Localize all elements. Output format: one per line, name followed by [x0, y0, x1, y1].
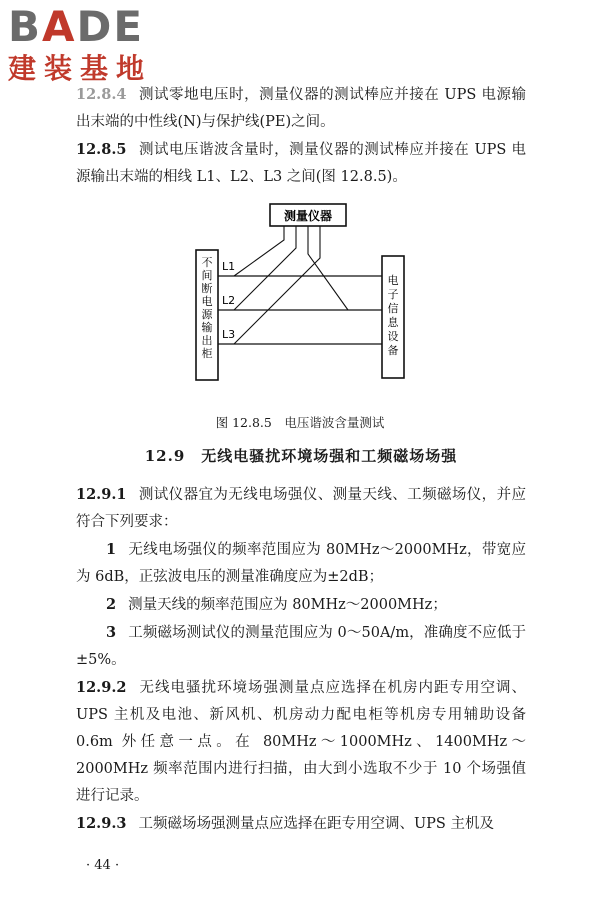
item-text: 工频磁场测试仪的测量范围应为 0～50A/m，准确度不应低于±5%。 [76, 625, 526, 668]
item-text: 无线电场强仪的频率范围应为 80MHz～2000MHz，带宽应为 6dB，正弦波电压的测量准确度应为±2dB； [76, 542, 526, 585]
clause-text: 工频磁场场强测量点应选择在距专用空调、UPS 主机及 [138, 816, 494, 832]
clause-text: 测试仪器宜为无线电场强仪、测量天线、工频磁场仪，并应符合下列要求： [76, 487, 526, 530]
section-title: 12.9 无线电骚扰环境场强和工频磁场场强 [144, 447, 458, 465]
item-text: 测量天线的频率范围应为 80MHz～2000MHz； [128, 597, 447, 613]
probe-lead-3 [308, 226, 348, 310]
item-number: 2 [106, 596, 117, 613]
equipment-char: 子 [387, 288, 399, 301]
page-number: · 44 · [86, 858, 120, 873]
clause-text: 测试电压谐波含量时，测量仪器的测试棒应并接在 UPS 电源输出末端的相线 L1、L2、L3 之间(图 12.8.5)。 [76, 142, 526, 185]
ups-cabinet-char: 电 [201, 295, 213, 308]
clauses-12-8 [76, 81, 526, 191]
logo-chinese: 建装基地 [8, 52, 153, 85]
list-item-3 [76, 619, 526, 674]
section-12-9 [76, 443, 526, 470]
probe-lead-1 [234, 226, 284, 276]
label-l1: L1 [222, 260, 236, 273]
harmonic-test-diagram [188, 198, 418, 388]
clause-number: 12.8.5 [76, 141, 127, 158]
ups-cabinet-char: 出 [201, 334, 213, 347]
logo-letter-a: A [42, 2, 77, 51]
probe-lead-4 [234, 226, 320, 344]
clause-text: 测试零地电压时，测量仪器的测试棒应并接在 UPS 电源输出末端的中性线(N)与保护线(PE)之间。 [76, 87, 526, 130]
logo [8, 4, 178, 86]
clause-12-8-5 [76, 136, 526, 191]
instrument-label: 测量仪器 [283, 209, 333, 223]
clause-12-8-4 [76, 81, 526, 136]
probe-lead-2 [234, 226, 296, 310]
ups-cabinet-char: 输 [201, 321, 213, 334]
probe-leads [234, 226, 348, 344]
clause-12-9-2 [76, 674, 526, 810]
equipment-char: 设 [387, 330, 399, 343]
clause-number: 12.9.3 [76, 815, 127, 832]
ups-cabinet-char: 不 [201, 256, 213, 269]
clause-12-9-1 [76, 481, 526, 536]
label-l3: L3 [222, 328, 236, 341]
clause-number: 12.9.1 [76, 486, 127, 503]
logo-letters-de: DE [76, 2, 145, 51]
ups-cabinet-char: 源 [201, 308, 213, 321]
item-number: 1 [106, 541, 117, 558]
ups-cabinet-char: 间 [201, 269, 213, 282]
clause-text: 无线电骚扰环境场强测量点应选择在机房内距专用空调、UPS 主机及电池、新风机、机房动力配电柜等机房专用辅助设备 0.6m 外任意一点。在 80MHz～1000MHz、1400MHz～2000MHz 频率范围内进行扫描，由大到小选取不少于 10 个场强值进行记录。 [76, 680, 526, 804]
phase-labels [222, 260, 235, 341]
clause-12-9-3 [76, 810, 526, 838]
clauses-12-9 [76, 481, 526, 838]
equipment-char: 备 [387, 344, 399, 357]
clause-number: 12.9.2 [76, 679, 127, 696]
ups-cabinet-char: 断 [201, 282, 213, 295]
clause-number: 12.8.4 [76, 86, 127, 103]
equipment-char: 息 [387, 316, 399, 329]
equipment-char: 电 [387, 274, 399, 287]
ups-cabinet-label [202, 256, 214, 360]
item-number: 3 [106, 624, 117, 641]
logo-letter-b: B [8, 2, 43, 51]
list-item-1 [76, 536, 526, 591]
logo-latin [8, 4, 178, 50]
list-item-2 [76, 591, 526, 619]
ups-cabinet-char: 柜 [201, 347, 213, 360]
figure-caption: 图 12.8.5 电压谐波含量测试 [215, 415, 385, 430]
equipment-char: 信 [387, 302, 399, 315]
label-l2: L2 [222, 294, 236, 307]
